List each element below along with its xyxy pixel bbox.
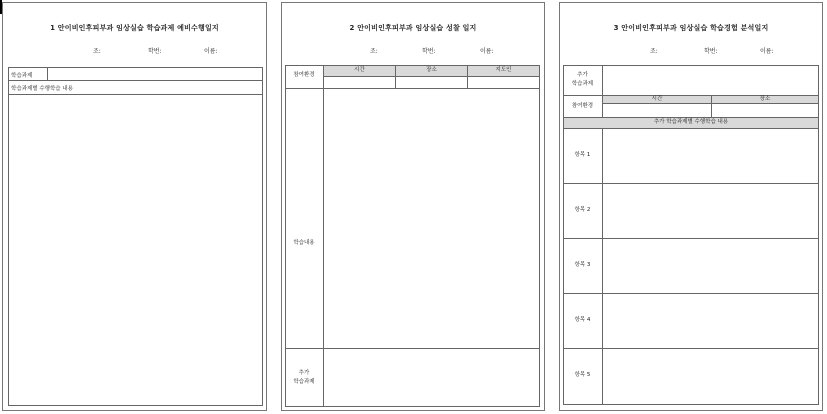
student-id-label: 학번: (704, 48, 718, 55)
content-label: 학습과제별 수행학습 내용 (11, 86, 73, 92)
col-time: 시간 (651, 96, 663, 102)
item-input-1[interactable] (603, 129, 818, 183)
page-title: 2 안이비인후피부과 임상실습 성찰 일지 (349, 24, 477, 32)
page-preliminary-log (2, 2, 267, 411)
participation-label: 참여환경 (571, 103, 594, 109)
name-label: 이름: (760, 48, 774, 55)
group-label: 조: (650, 48, 658, 55)
place-input[interactable] (712, 104, 818, 117)
content-header: 추가 학습과제별 수행학습 내용 (653, 119, 729, 125)
extra-task-label-line2: 학습과제 (571, 81, 594, 87)
group-label: 조: (370, 48, 378, 55)
learning-label: 학습내용 (293, 240, 315, 246)
extra-task-input[interactable] (603, 66, 818, 95)
col-time: 시간 (354, 67, 365, 73)
time-input[interactable] (603, 104, 711, 117)
extra-task-label-line1: 추가 (577, 72, 588, 78)
task-input[interactable] (48, 68, 262, 80)
page-analysis-log (559, 2, 823, 411)
item-label-5: 항목 5 (574, 372, 591, 378)
time-input[interactable] (324, 77, 395, 88)
item-input-4[interactable] (603, 294, 818, 348)
extra-task-label-line2: 학습과제 (293, 379, 315, 385)
item-label-3: 항목 3 (574, 262, 591, 268)
item-label-4: 항목 4 (574, 317, 591, 323)
page-title: 3 안이비인후피부과 임상실습 학습경험 분석일지 (613, 24, 769, 32)
row-divider (8, 80, 263, 81)
student-id-label: 학번: (148, 48, 162, 55)
task-label: 학습과제 (11, 73, 33, 79)
content-input[interactable] (9, 95, 262, 405)
col-instructor: 지도인 (495, 67, 512, 73)
name-label: 이름: (480, 48, 494, 55)
item-input-3[interactable] (603, 239, 818, 293)
place-input[interactable] (396, 77, 467, 88)
item-label-1: 항목 1 (574, 152, 591, 158)
name-label: 이름: (204, 48, 218, 55)
instructor-input[interactable] (468, 77, 539, 88)
student-id-label: 학번: (422, 48, 436, 55)
group-label: 조: (93, 48, 101, 55)
item-label-2: 항목 2 (574, 207, 591, 213)
learning-input[interactable] (324, 89, 539, 348)
page-title: 1 안이비인후피부과 임상실습 학습과제 예비수행일지 (50, 24, 219, 32)
col-place: 장소 (426, 67, 437, 73)
item-input-2[interactable] (603, 184, 818, 238)
extra-task-input[interactable] (324, 349, 539, 406)
page-reflection-log (281, 2, 545, 411)
col-place: 장소 (759, 96, 771, 102)
participation-label: 참여환경 (293, 72, 315, 78)
extra-task-label-line1: 추가 (298, 370, 310, 376)
item-input-5[interactable] (603, 349, 818, 404)
